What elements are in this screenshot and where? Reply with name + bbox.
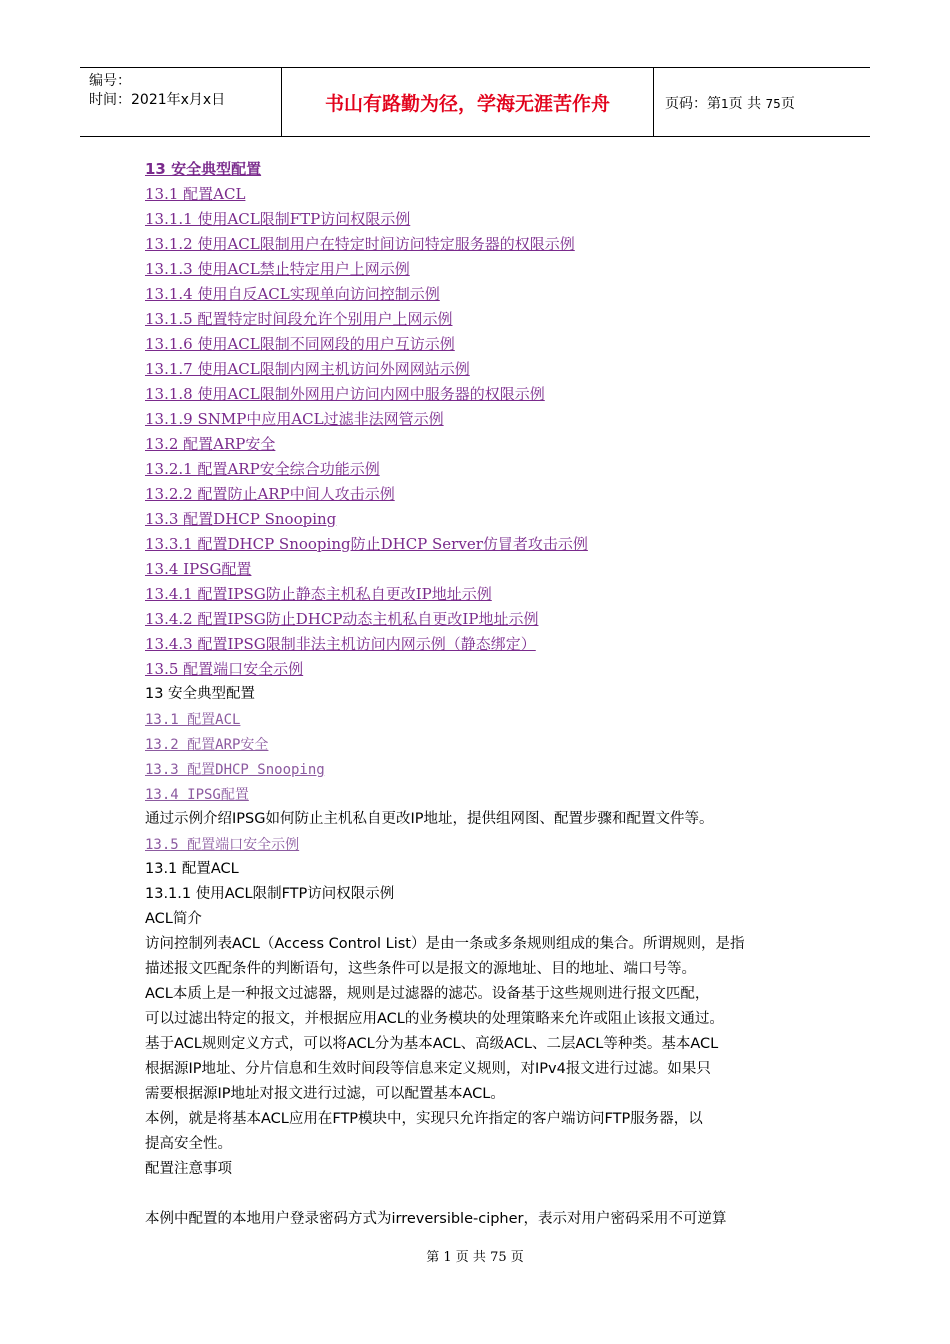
toc-link-13[interactable]: 13 安全典型配置 [145, 160, 262, 178]
page-total: 75 [765, 97, 781, 111]
footer-page-number: 1 [443, 1250, 452, 1265]
sub-link-ipsg[interactable]: 13.4 IPSG配置 [145, 787, 249, 803]
heading-config-notes: 配置注意事项 [145, 1161, 232, 1177]
toc-link-13-3-1[interactable]: 13.3.1 配置DHCP Snooping防止DHCP Server仿冒者攻击示例 [145, 535, 588, 553]
toc-link-13-1-3[interactable]: 13.1.3 使用ACL禁止特定用户上网示例 [145, 260, 410, 278]
page-prefix: 页码：第 [665, 96, 721, 112]
heading-acl-intro: ACL简介 [145, 911, 202, 927]
toc-link-13-1[interactable]: 13.1 配置ACL [145, 185, 246, 203]
paragraph-line: 需要根据源IP地址对报文进行过滤，可以配置基本ACL。 [145, 1086, 505, 1102]
toc-link-13-4-3[interactable]: 13.4.3 配置IPSG限制非法主机访问内网示例（静态绑定） [145, 635, 536, 653]
toc-link-13-1-8[interactable]: 13.1.8 使用ACL限制外网用户访问内网中服务器的权限示例 [145, 385, 545, 403]
toc-link-13-1-6[interactable]: 13.1.6 使用ACL限制不同网段的用户互访示例 [145, 335, 455, 353]
paragraph-line: 访问控制列表ACL（Access Control List）是由一条或多条规则组成的集合。所谓规则，是指 [145, 936, 745, 952]
paragraph-line: 可以过滤出特定的报文，并根据应用ACL的业务模块的处理策略来允许或阻止该报文通过。 [145, 1011, 724, 1027]
sub-link-arp[interactable]: 13.2 配置ARP安全 [145, 737, 269, 753]
toc-link-13-1-4[interactable]: 13.1.4 使用自反ACL实现单向访问控制示例 [145, 285, 440, 303]
header-motto: 书山有路勤为径，学海无涯苦作舟 [324, 92, 610, 115]
footer-mid: 页 共 [455, 1250, 486, 1265]
toc-link-13-1-1[interactable]: 13.1.1 使用ACL限制FTP访问权限示例 [145, 210, 411, 228]
toc-link-13-2-2[interactable]: 13.2.2 配置防止ARP中间人攻击示例 [145, 485, 395, 503]
footer-prefix: 第 [426, 1250, 440, 1265]
toc-link-13-1-9[interactable]: 13.1.9 SNMP中应用ACL过滤非法网管示例 [145, 410, 444, 428]
paragraph-line: 描述报文匹配条件的判断语句，这些条件可以是报文的源地址、目的地址、端口号等。 [145, 961, 696, 977]
toc-link-13-1-7[interactable]: 13.1.7 使用ACL限制内网主机访问外网网站示例 [145, 360, 470, 378]
header-info [89, 72, 225, 110]
toc-link-13-3[interactable]: 13.3 配置DHCP Snooping [145, 510, 337, 528]
section-title: 13 安全典型配置 [145, 686, 256, 702]
page-header [80, 67, 870, 137]
paragraph-line: 本例，就是将基本ACL应用在FTP模块中，实现只允许指定的客户端访问FTP服务器，以 [145, 1111, 703, 1127]
document-date: 时间：2021年x月x日 [89, 92, 226, 108]
toc-link-13-1-2[interactable]: 13.1.2 使用ACL限制用户在特定时间访问特定服务器的权限示例 [145, 235, 575, 253]
page-mid: 页 共 [728, 96, 762, 112]
toc-link-13-1-5[interactable]: 13.1.5 配置特定时间段允许个别用户上网示例 [145, 310, 453, 328]
header-divider [653, 68, 654, 136]
sub-link-dhcp[interactable]: 13.3 配置DHCP Snooping [145, 762, 325, 778]
blank-line [145, 1182, 810, 1207]
footer-suffix: 页 [510, 1250, 524, 1265]
page-footer [0, 1246, 950, 1265]
sub-link-port-security[interactable]: 13.5 配置端口安全示例 [145, 837, 300, 853]
paragraph-line: 基于ACL规则定义方式，可以将ACL分为基本ACL、高级ACL、二层ACL等种类。基本ACL [145, 1036, 719, 1052]
sub-link-acl[interactable]: 13.1 配置ACL [145, 712, 241, 728]
paragraph-line: 本例中配置的本地用户登录密码方式为irreversible-cipher，表示对用户密码采用不可逆算 [145, 1211, 727, 1227]
heading-ftp-example: 13.1.1 使用ACL限制FTP访问权限示例 [145, 886, 395, 902]
toc-link-13-2-1[interactable]: 13.2.1 配置ARP安全综合功能示例 [145, 460, 380, 478]
toc-link-13-4[interactable]: 13.4 IPSG配置 [145, 560, 252, 578]
toc-link-13-4-2[interactable]: 13.4.2 配置IPSG防止DHCP动态主机私自更改IP地址示例 [145, 610, 539, 628]
document-number-label: 编号： [89, 73, 131, 89]
paragraph-line: 根据源IP地址、分片信息和生效时间段等信息来定义规则，对IPv4报文进行过滤。如果只 [145, 1061, 711, 1077]
heading-config-acl: 13.1 配置ACL [145, 861, 239, 877]
toc-link-13-4-1[interactable]: 13.4.1 配置IPSG防止静态主机私自更改IP地址示例 [145, 585, 492, 603]
toc-link-13-2[interactable]: 13.2 配置ARP安全 [145, 435, 276, 453]
paragraph-line: ACL本质上是一种报文过滤器，规则是过滤器的滤芯。设备基于这些规则进行报文匹配， [145, 986, 710, 1002]
document-body [145, 157, 810, 1232]
page-number: 1 [721, 97, 729, 111]
header-page-indicator [665, 93, 795, 113]
paragraph-line: 提高安全性。 [145, 1136, 232, 1152]
toc-link-13-5[interactable]: 13.5 配置端口安全示例 [145, 660, 304, 678]
page-suffix: 页 [780, 96, 795, 112]
ipsg-description: 通过示例介绍IPSG如何防止主机私自更改IP地址，提供组网图、配置步骤和配置文件等。 [145, 811, 714, 827]
footer-page-total: 75 [490, 1250, 507, 1265]
